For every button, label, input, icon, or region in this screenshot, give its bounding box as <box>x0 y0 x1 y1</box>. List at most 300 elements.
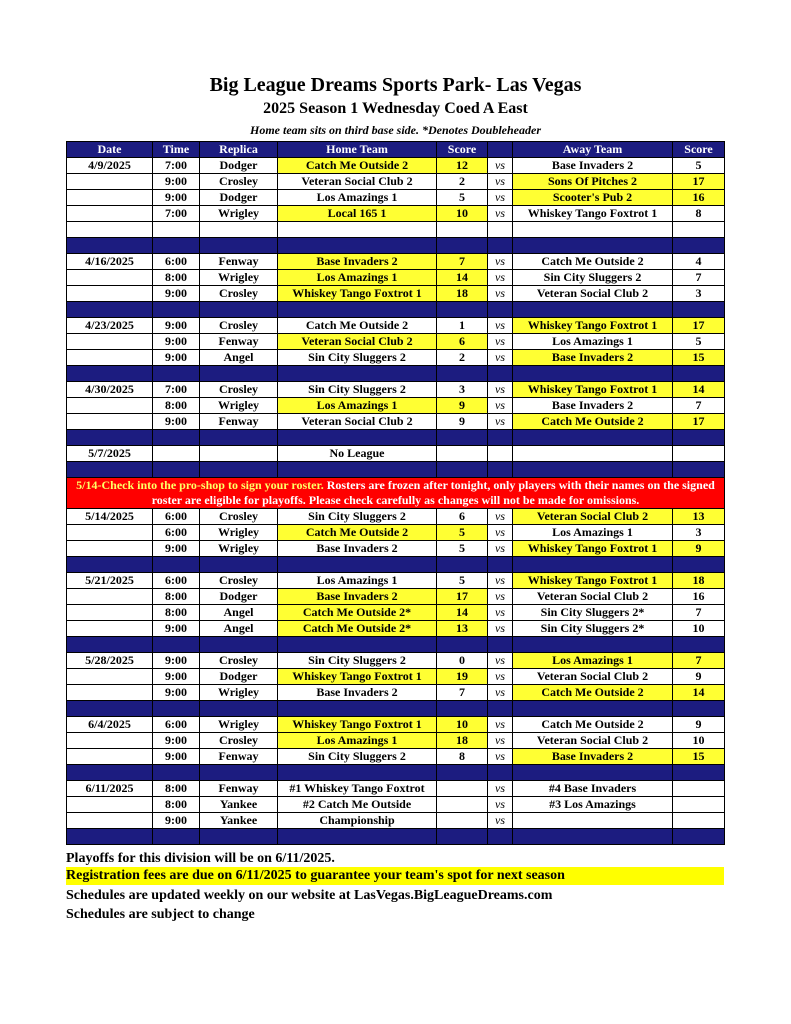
empty-cell <box>67 430 153 446</box>
empty-cell <box>200 701 278 717</box>
vs-cell: vs <box>488 334 513 350</box>
date-cell <box>67 685 153 701</box>
date-cell <box>67 350 153 366</box>
separator-row <box>67 366 725 382</box>
empty-cell <box>513 829 673 845</box>
home-score-cell: 7 <box>437 685 488 701</box>
home-score-cell: 9 <box>437 398 488 414</box>
date-cell: 5/28/2025 <box>67 653 153 669</box>
empty-cell <box>200 829 278 845</box>
vs-cell: vs <box>488 254 513 270</box>
home-score-cell: 10 <box>437 206 488 222</box>
away-team-cell: Whiskey Tango Foxtrot 1 <box>513 382 673 398</box>
website-note: Schedules are updated weekly on our website at LasVegas.BigLeagueDreams.com <box>66 888 553 903</box>
away-score-cell: 3 <box>673 525 725 541</box>
vs-cell <box>488 446 513 462</box>
empty-cell <box>673 238 725 254</box>
home-score-cell: 3 <box>437 382 488 398</box>
time-cell: 6:00 <box>153 525 200 541</box>
away-team-cell <box>513 446 673 462</box>
separator-row <box>67 430 725 446</box>
replica-cell: Fenway <box>200 254 278 270</box>
date-cell <box>67 190 153 206</box>
empty-cell <box>437 430 488 446</box>
time-cell: 9:00 <box>153 653 200 669</box>
vs-cell: vs <box>488 414 513 430</box>
empty-cell <box>67 222 153 238</box>
game-row <box>67 605 725 621</box>
time-cell: 8:00 <box>153 781 200 797</box>
replica-cell: Crosley <box>200 509 278 525</box>
time-cell: 9:00 <box>153 669 200 685</box>
vs-cell: vs <box>488 286 513 302</box>
empty-cell <box>67 829 153 845</box>
separator-row <box>67 637 725 653</box>
replica-cell: Dodger <box>200 589 278 605</box>
empty-cell <box>488 829 513 845</box>
empty-cell <box>513 765 673 781</box>
home-team-cell: #1 Whiskey Tango Foxtrot <box>278 781 437 797</box>
empty-cell <box>488 701 513 717</box>
game-row <box>67 398 725 414</box>
empty-cell <box>437 557 488 573</box>
empty-cell <box>488 637 513 653</box>
home-team-cell: Veteran Social Club 2 <box>278 414 437 430</box>
time-cell: 9:00 <box>153 286 200 302</box>
date-cell <box>67 334 153 350</box>
home-team-cell: Los Amazings 1 <box>278 733 437 749</box>
date-cell <box>67 797 153 813</box>
change-note: Schedules are subject to change <box>66 907 255 922</box>
vs-cell: vs <box>488 206 513 222</box>
empty-cell <box>278 366 437 382</box>
home-team-cell: Base Invaders 2 <box>278 541 437 557</box>
away-team-cell: Sin City Sluggers 2* <box>513 605 673 621</box>
replica-cell: Crosley <box>200 318 278 334</box>
away-score-cell: 17 <box>673 414 725 430</box>
empty-cell <box>488 765 513 781</box>
page-title: Big League Dreams Sports Park- Las Vegas <box>209 74 582 96</box>
vs-cell: vs <box>488 350 513 366</box>
away-score-cell: 15 <box>673 350 725 366</box>
away-team-cell: Los Amazings 1 <box>513 334 673 350</box>
empty-cell <box>513 462 673 478</box>
away-team-cell: Whiskey Tango Foxtrot 1 <box>513 206 673 222</box>
home-score-cell: 14 <box>437 605 488 621</box>
home-team-cell: Catch Me Outside 2* <box>278 605 437 621</box>
vs-cell: vs <box>488 717 513 733</box>
away-team-cell: Whiskey Tango Foxtrot 1 <box>513 541 673 557</box>
vs-cell: vs <box>488 270 513 286</box>
replica-cell: Yankee <box>200 797 278 813</box>
date-cell <box>67 669 153 685</box>
replica-cell: Yankee <box>200 813 278 829</box>
col-header-vs <box>488 142 513 158</box>
empty-cell <box>200 462 278 478</box>
replica-cell <box>200 446 278 462</box>
empty-cell <box>67 238 153 254</box>
game-row <box>67 318 725 334</box>
empty-cell <box>200 765 278 781</box>
empty-cell <box>513 238 673 254</box>
away-team-cell: Catch Me Outside 2 <box>513 717 673 733</box>
vs-cell: vs <box>488 653 513 669</box>
away-score-cell: 7 <box>673 653 725 669</box>
date-cell <box>67 286 153 302</box>
time-cell: 9:00 <box>153 749 200 765</box>
vs-cell: vs <box>488 190 513 206</box>
home-team-cell: Catch Me Outside 2 <box>278 158 437 174</box>
col-header-away-team: Away Team <box>513 142 673 158</box>
home-team-cell: Sin City Sluggers 2 <box>278 350 437 366</box>
empty-cell <box>67 637 153 653</box>
away-team-cell: Veteran Social Club 2 <box>513 589 673 605</box>
away-team-cell: Veteran Social Club 2 <box>513 669 673 685</box>
empty-cell <box>673 302 725 318</box>
home-team-cell: Base Invaders 2 <box>278 685 437 701</box>
date-cell <box>67 749 153 765</box>
empty-cell <box>513 222 673 238</box>
home-team-cell: Los Amazings 1 <box>278 190 437 206</box>
home-team-cell: Whiskey Tango Foxtrot 1 <box>278 669 437 685</box>
away-team-cell: Catch Me Outside 2 <box>513 254 673 270</box>
away-score-cell: 4 <box>673 254 725 270</box>
home-score-cell: 1 <box>437 318 488 334</box>
replica-cell: Angel <box>200 605 278 621</box>
empty-cell <box>200 222 278 238</box>
empty-cell <box>67 462 153 478</box>
empty-cell <box>278 557 437 573</box>
replica-cell: Dodger <box>200 158 278 174</box>
home-score-cell: 10 <box>437 717 488 733</box>
away-score-cell: 5 <box>673 334 725 350</box>
home-score-cell: 19 <box>437 669 488 685</box>
roster-notice-text: Rosters are frozen after tonight, only players with their names on the signed roster are eligible for playoffs. Please check carefully as changes will not be made for omissions. <box>151 478 715 507</box>
time-cell: 9:00 <box>153 813 200 829</box>
empty-cell <box>513 430 673 446</box>
date-cell <box>67 174 153 190</box>
home-team-cell: Whiskey Tango Foxtrot 1 <box>278 717 437 733</box>
vs-cell: vs <box>488 509 513 525</box>
vs-cell: vs <box>488 382 513 398</box>
replica-cell: Fenway <box>200 749 278 765</box>
vs-cell: vs <box>488 813 513 829</box>
date-cell: 5/21/2025 <box>67 573 153 589</box>
home-score-cell: 2 <box>437 174 488 190</box>
game-row <box>67 414 725 430</box>
vs-cell: vs <box>488 158 513 174</box>
separator-row <box>67 238 725 254</box>
date-cell: 6/11/2025 <box>67 781 153 797</box>
game-row <box>67 525 725 541</box>
away-score-cell <box>673 813 725 829</box>
time-cell: 8:00 <box>153 398 200 414</box>
game-row <box>67 573 725 589</box>
empty-cell <box>673 222 725 238</box>
playoffs-note: Playoffs for this division will be on 6/11/2025. <box>66 851 335 866</box>
game-row <box>67 621 725 637</box>
empty-cell <box>153 829 200 845</box>
home-score-cell: 9 <box>437 414 488 430</box>
empty-cell <box>278 829 437 845</box>
home-team-cell: Sin City Sluggers 2 <box>278 749 437 765</box>
empty-cell <box>513 557 673 573</box>
date-cell: 4/30/2025 <box>67 382 153 398</box>
replica-cell: Crosley <box>200 733 278 749</box>
away-score-cell: 5 <box>673 158 725 174</box>
empty-cell <box>200 430 278 446</box>
replica-cell: Crosley <box>200 653 278 669</box>
away-score-cell: 10 <box>673 733 725 749</box>
home-team-cell: No League <box>278 446 437 462</box>
game-row <box>67 509 725 525</box>
empty-cell <box>673 829 725 845</box>
vs-cell: vs <box>488 621 513 637</box>
home-score-cell: 6 <box>437 509 488 525</box>
game-row <box>67 382 725 398</box>
home-score-cell <box>437 781 488 797</box>
home-team-cell: Catch Me Outside 2* <box>278 621 437 637</box>
away-team-cell: Veteran Social Club 2 <box>513 286 673 302</box>
col-header-home-score: Score <box>437 142 488 158</box>
game-row <box>67 270 725 286</box>
away-score-cell: 8 <box>673 206 725 222</box>
away-team-cell: Whiskey Tango Foxtrot 1 <box>513 573 673 589</box>
empty-cell <box>488 222 513 238</box>
home-score-cell: 2 <box>437 350 488 366</box>
date-cell <box>67 605 153 621</box>
game-row <box>67 733 725 749</box>
vs-cell: vs <box>488 781 513 797</box>
empty-cell <box>437 765 488 781</box>
empty-cell <box>437 829 488 845</box>
empty-cell <box>488 430 513 446</box>
roster-notice-row <box>67 478 725 509</box>
empty-cell <box>153 366 200 382</box>
home-team-cell: Whiskey Tango Foxtrot 1 <box>278 286 437 302</box>
empty-cell <box>153 222 200 238</box>
time-cell: 8:00 <box>153 589 200 605</box>
separator-row <box>67 701 725 717</box>
home-team-cell: Championship <box>278 813 437 829</box>
empty-cell <box>673 366 725 382</box>
separator-row <box>67 829 725 845</box>
replica-cell: Fenway <box>200 781 278 797</box>
home-score-cell: 18 <box>437 733 488 749</box>
empty-cell <box>488 238 513 254</box>
away-team-cell: Sin City Sluggers 2* <box>513 621 673 637</box>
empty-cell <box>437 462 488 478</box>
empty-cell <box>673 557 725 573</box>
game-row <box>67 350 725 366</box>
time-cell: 6:00 <box>153 573 200 589</box>
home-score-cell: 5 <box>437 190 488 206</box>
schedule-note: Home team sits on third base side. *Denotes Doubleheader <box>250 123 541 137</box>
replica-cell: Wrigley <box>200 717 278 733</box>
vs-cell: vs <box>488 605 513 621</box>
empty-cell <box>437 637 488 653</box>
vs-cell: vs <box>488 573 513 589</box>
time-cell: 7:00 <box>153 206 200 222</box>
separator-row <box>67 462 725 478</box>
date-cell: 4/23/2025 <box>67 318 153 334</box>
empty-cell <box>67 701 153 717</box>
empty-cell <box>513 302 673 318</box>
away-score-cell: 14 <box>673 685 725 701</box>
empty-cell <box>200 557 278 573</box>
away-score-cell <box>673 797 725 813</box>
date-cell <box>67 525 153 541</box>
away-score-cell: 16 <box>673 589 725 605</box>
home-score-cell: 13 <box>437 621 488 637</box>
home-team-cell: Los Amazings 1 <box>278 398 437 414</box>
date-cell: 4/16/2025 <box>67 254 153 270</box>
vs-cell: vs <box>488 589 513 605</box>
time-cell: 9:00 <box>153 190 200 206</box>
time-cell: 6:00 <box>153 717 200 733</box>
home-score-cell: 18 <box>437 286 488 302</box>
schedule-table <box>66 141 725 845</box>
away-team-cell: Sons Of Pitches 2 <box>513 174 673 190</box>
vs-cell: vs <box>488 749 513 765</box>
away-team-cell: Los Amazings 1 <box>513 525 673 541</box>
empty-cell <box>278 430 437 446</box>
empty-cell <box>200 302 278 318</box>
home-team-cell: Catch Me Outside 2 <box>278 318 437 334</box>
away-score-cell: 13 <box>673 509 725 525</box>
col-header-time: Time <box>153 142 200 158</box>
col-header-away-score: Score <box>673 142 725 158</box>
schedule-body <box>67 158 725 845</box>
replica-cell: Crosley <box>200 573 278 589</box>
col-header-replica: Replica <box>200 142 278 158</box>
time-cell: 9:00 <box>153 414 200 430</box>
game-row <box>67 286 725 302</box>
date-cell <box>67 414 153 430</box>
home-team-cell: Base Invaders 2 <box>278 254 437 270</box>
game-row <box>67 653 725 669</box>
empty-cell <box>513 366 673 382</box>
empty-cell <box>673 765 725 781</box>
away-team-cell: #4 Base Invaders <box>513 781 673 797</box>
time-cell <box>153 446 200 462</box>
home-team-cell: Sin City Sluggers 2 <box>278 382 437 398</box>
time-cell: 7:00 <box>153 382 200 398</box>
home-team-cell: Sin City Sluggers 2 <box>278 653 437 669</box>
empty-cell <box>153 637 200 653</box>
away-score-cell: 9 <box>673 541 725 557</box>
game-row <box>67 541 725 557</box>
vs-cell: vs <box>488 525 513 541</box>
blank-row <box>67 222 725 238</box>
away-score-cell: 18 <box>673 573 725 589</box>
date-cell <box>67 541 153 557</box>
away-score-cell: 15 <box>673 749 725 765</box>
home-score-cell: 17 <box>437 589 488 605</box>
roster-notice <box>67 478 725 509</box>
vs-cell: vs <box>488 733 513 749</box>
date-cell <box>67 270 153 286</box>
away-team-cell: Scooter's Pub 2 <box>513 190 673 206</box>
empty-cell <box>673 637 725 653</box>
vs-cell: vs <box>488 685 513 701</box>
date-cell <box>67 398 153 414</box>
empty-cell <box>437 366 488 382</box>
replica-cell: Wrigley <box>200 206 278 222</box>
replica-cell: Crosley <box>200 286 278 302</box>
empty-cell <box>200 238 278 254</box>
replica-cell: Fenway <box>200 414 278 430</box>
empty-cell <box>153 238 200 254</box>
away-team-cell: Base Invaders 2 <box>513 350 673 366</box>
empty-cell <box>153 557 200 573</box>
time-cell: 9:00 <box>153 334 200 350</box>
replica-cell: Fenway <box>200 334 278 350</box>
away-team-cell: Sin City Sluggers 2 <box>513 270 673 286</box>
replica-cell: Crosley <box>200 382 278 398</box>
home-team-cell: Catch Me Outside 2 <box>278 525 437 541</box>
vs-cell: vs <box>488 174 513 190</box>
away-score-cell: 16 <box>673 190 725 206</box>
game-row <box>67 685 725 701</box>
replica-cell: Angel <box>200 350 278 366</box>
date-cell <box>67 206 153 222</box>
time-cell: 6:00 <box>153 254 200 270</box>
away-score-cell <box>673 446 725 462</box>
away-team-cell: Base Invaders 2 <box>513 398 673 414</box>
replica-cell: Dodger <box>200 669 278 685</box>
date-cell <box>67 621 153 637</box>
away-team-cell: Veteran Social Club 2 <box>513 733 673 749</box>
home-score-cell: 5 <box>437 573 488 589</box>
empty-cell <box>488 462 513 478</box>
empty-cell <box>437 238 488 254</box>
empty-cell <box>437 222 488 238</box>
empty-cell <box>67 557 153 573</box>
away-score-cell: 17 <box>673 318 725 334</box>
empty-cell <box>278 701 437 717</box>
col-header-date: Date <box>67 142 153 158</box>
date-cell <box>67 733 153 749</box>
game-row <box>67 669 725 685</box>
separator-row <box>67 302 725 318</box>
game-row <box>67 781 725 797</box>
time-cell: 9:00 <box>153 350 200 366</box>
away-score-cell: 14 <box>673 382 725 398</box>
time-cell: 6:00 <box>153 509 200 525</box>
vs-cell: vs <box>488 318 513 334</box>
vs-cell: vs <box>488 398 513 414</box>
home-score-cell: 14 <box>437 270 488 286</box>
empty-cell <box>278 222 437 238</box>
time-cell: 7:00 <box>153 158 200 174</box>
empty-cell <box>153 701 200 717</box>
empty-cell <box>153 462 200 478</box>
away-score-cell: 9 <box>673 669 725 685</box>
separator-row <box>67 557 725 573</box>
vs-cell: vs <box>488 797 513 813</box>
game-row <box>67 589 725 605</box>
roster-notice-lead: 5/14-Check into the pro-shop to sign your roster. <box>76 478 324 492</box>
time-cell: 9:00 <box>153 733 200 749</box>
time-cell: 8:00 <box>153 270 200 286</box>
time-cell: 9:00 <box>153 685 200 701</box>
game-row <box>67 797 725 813</box>
empty-cell <box>200 366 278 382</box>
empty-cell <box>513 701 673 717</box>
empty-cell <box>488 302 513 318</box>
away-team-cell: Catch Me Outside 2 <box>513 685 673 701</box>
